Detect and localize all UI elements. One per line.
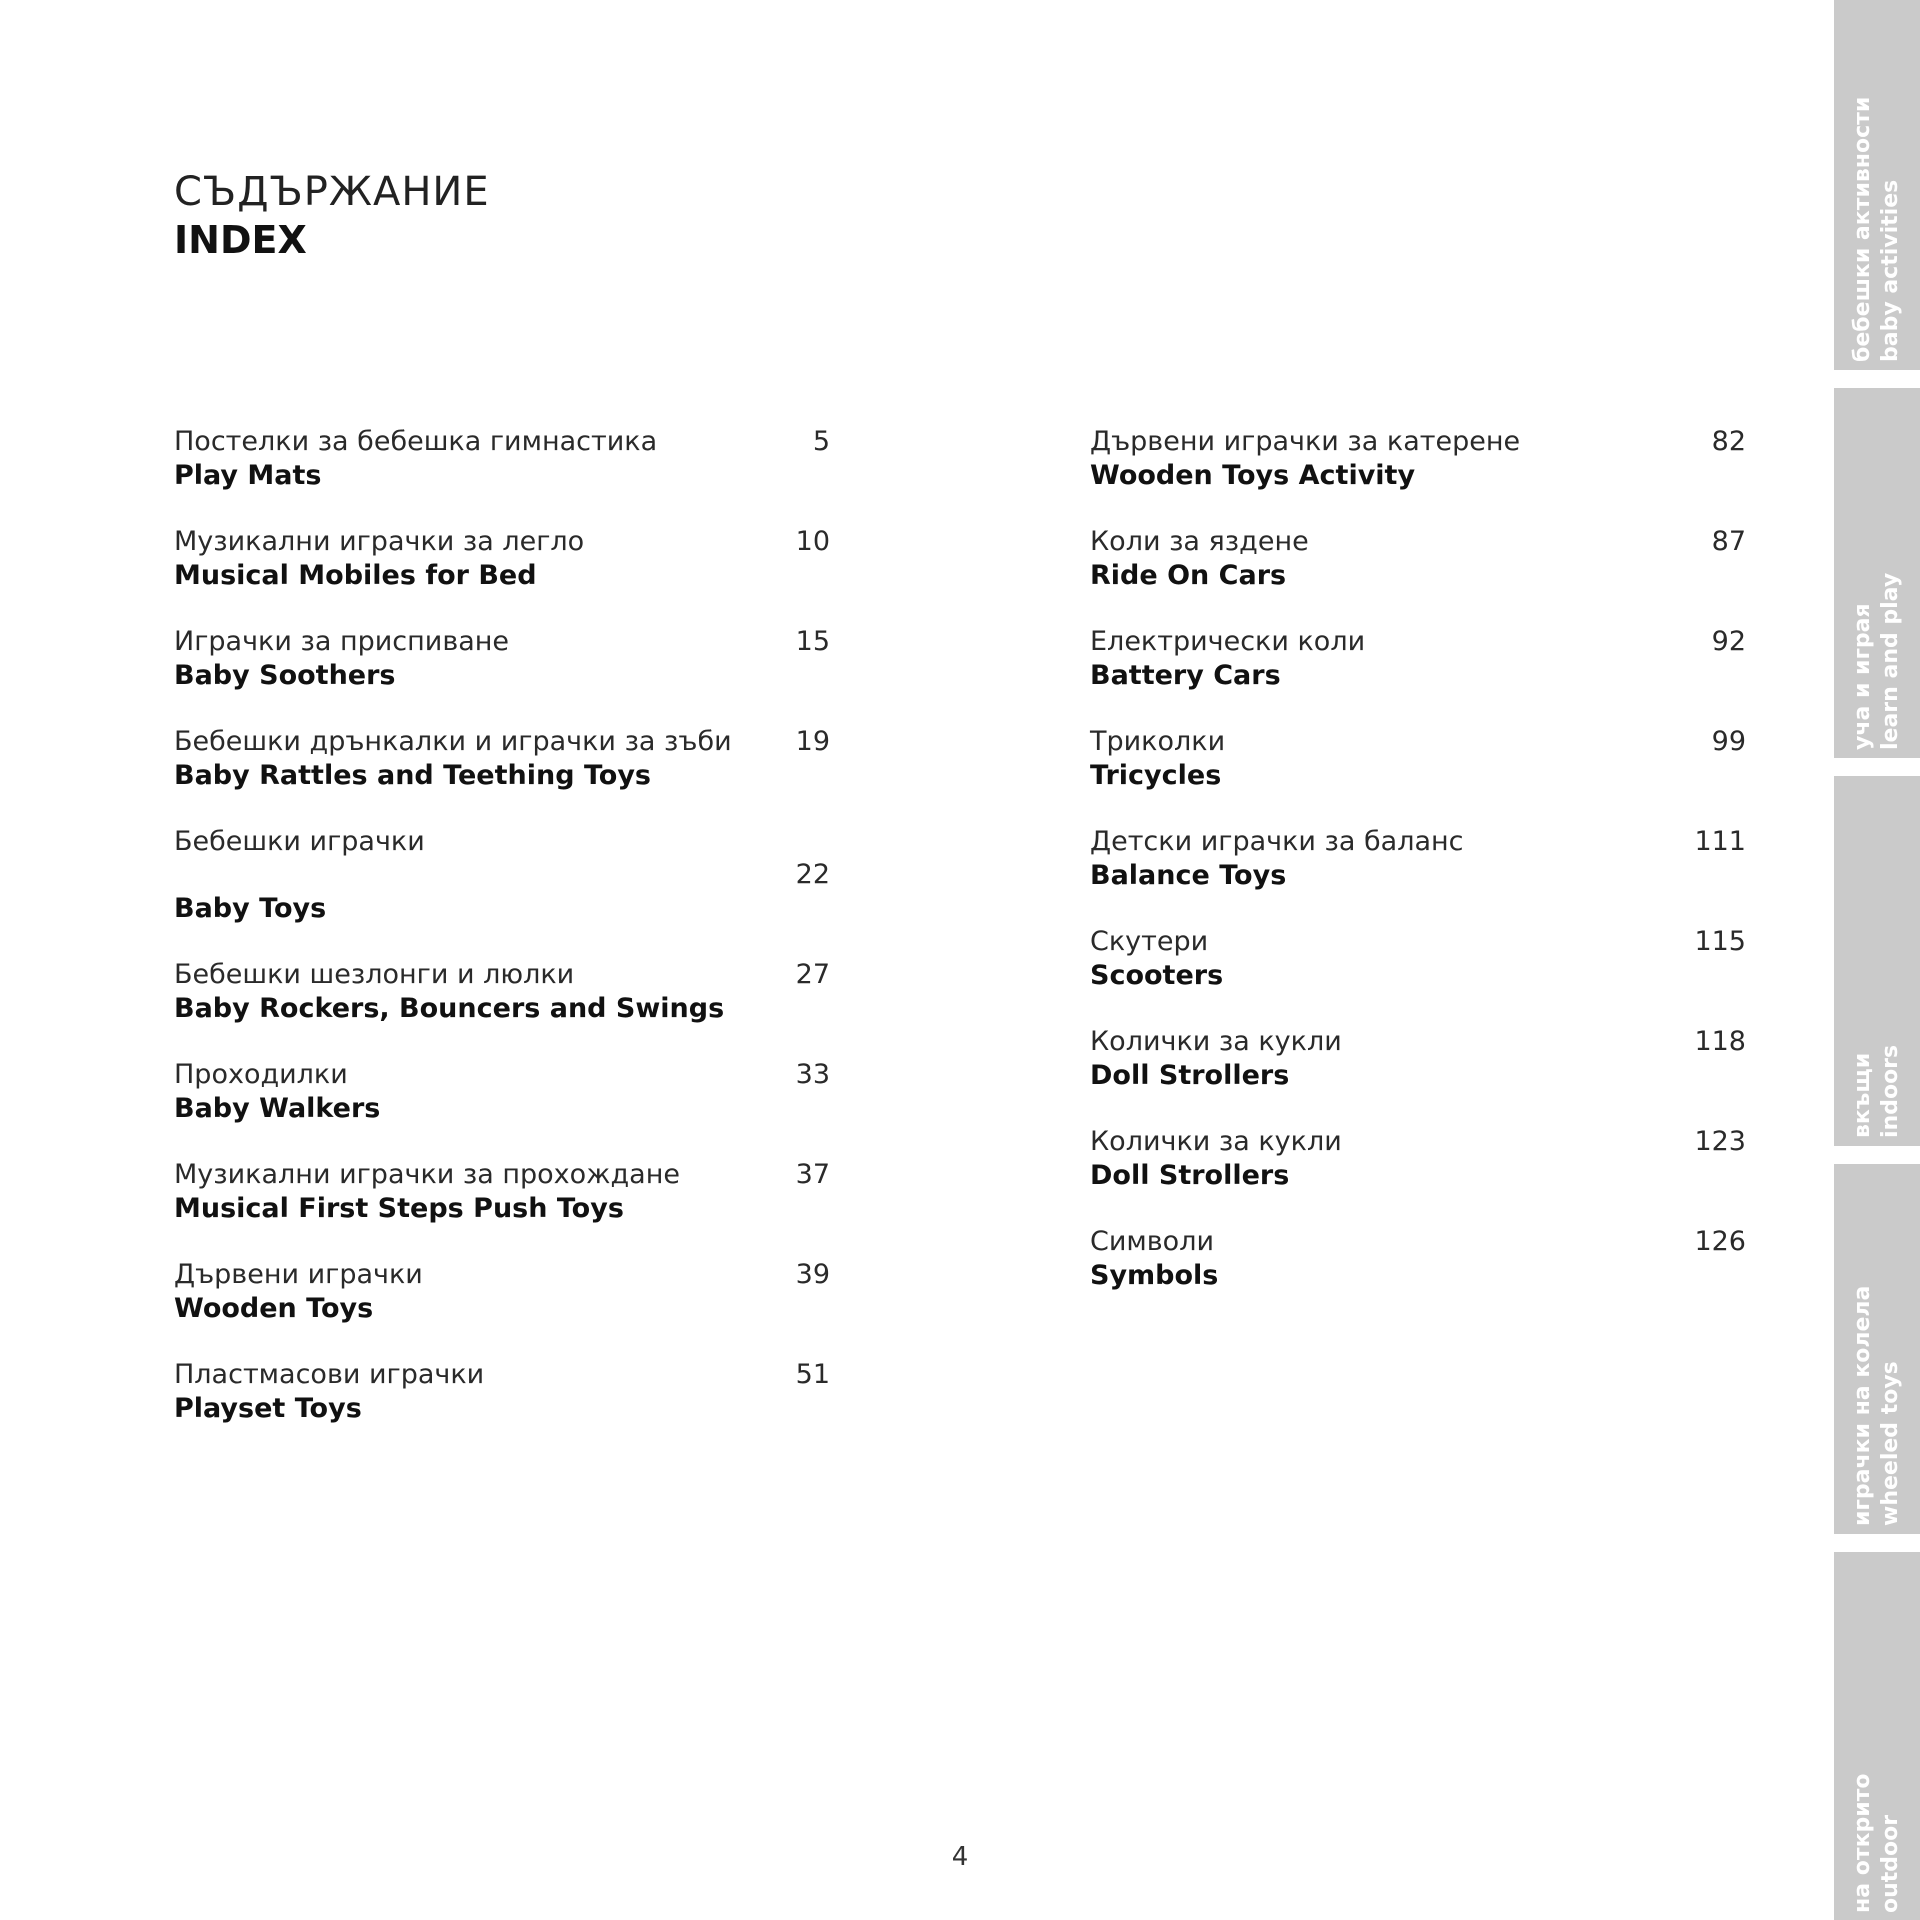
entry-page-number: 126 — [1694, 1226, 1746, 1257]
entry-page-number: 123 — [1694, 1126, 1746, 1157]
section-tab-label-en: indoors — [1878, 1044, 1903, 1138]
entry-title-en: Scooters — [1090, 960, 1224, 991]
entry-page-number: 39 — [795, 1259, 830, 1290]
toc-entry[interactable] — [174, 1055, 830, 1155]
entry-title-bg: Електрически коли — [1090, 626, 1366, 657]
toc-entry[interactable] — [174, 522, 830, 622]
entry-page-number: 22 — [795, 859, 830, 890]
entry-title-bg: Дървени играчки за катерене — [1090, 426, 1521, 457]
entry-title-en: Musical First Steps Push Toys — [174, 1193, 624, 1224]
entry-title-bg: Проходилки — [174, 1059, 348, 1090]
entry-page-number: 115 — [1694, 926, 1746, 957]
toc-entry[interactable] — [1090, 422, 1746, 522]
toc-entry[interactable] — [174, 1255, 830, 1355]
entry-title-en: Ride On Cars — [1090, 560, 1287, 591]
entry-title-en: Baby Toys — [174, 893, 327, 924]
section-tab-label — [1849, 388, 1905, 758]
entry-title-en: Baby Rattles and Teething Toys — [174, 760, 651, 791]
entry-title-en: Doll Strollers — [1090, 1160, 1290, 1191]
section-tabs — [1834, 0, 1920, 1920]
entry-title-en: Musical Mobiles for Bed — [174, 560, 537, 591]
toc-entry[interactable] — [174, 422, 830, 522]
entry-title-bg: Бебешки шезлонги и люлки — [174, 959, 575, 990]
entry-title-en: Wooden Toys Activity — [1090, 460, 1416, 491]
toc-entry[interactable] — [1090, 1022, 1746, 1122]
toc-entry[interactable] — [1090, 822, 1746, 922]
entry-title-en: Doll Strollers — [1090, 1060, 1290, 1091]
page-title-english: INDEX — [174, 218, 307, 262]
toc-entry[interactable] — [1090, 622, 1746, 722]
entry-title-bg: Бебешки играчки — [174, 826, 425, 857]
entry-page-number: 37 — [795, 1159, 830, 1190]
page-number: 4 — [951, 1842, 969, 1872]
entry-title-bg: Коли за яздене — [1090, 526, 1309, 557]
entry-page-number: 27 — [795, 959, 830, 990]
entry-page-number: 82 — [1711, 426, 1746, 457]
entry-title-bg: Детски играчки за баланс — [1090, 826, 1464, 857]
entry-title-en: Baby Soothers — [174, 660, 396, 691]
entry-title-en: Baby Walkers — [174, 1093, 381, 1124]
section-tab-label-bg: уча и играя — [1850, 603, 1875, 750]
entry-title-en: Playset Toys — [174, 1393, 362, 1424]
entry-title-bg: Колички за кукли — [1090, 1026, 1342, 1057]
entry-title-en: Wooden Toys — [174, 1293, 374, 1324]
toc-right-column — [1090, 422, 1746, 1322]
section-tab-label-bg: бебешки активности — [1850, 96, 1875, 362]
entry-title-bg: Музикални играчки за легло — [174, 526, 585, 557]
toc-entry[interactable] — [1090, 1222, 1746, 1322]
entry-title-bg: Бебешки дрънкалки и играчки за зъби — [174, 726, 732, 757]
section-tab-label — [1849, 776, 1905, 1146]
section-tab-label-bg: на открито — [1850, 1773, 1875, 1913]
entry-page-number: 19 — [795, 726, 830, 757]
entry-page-number: 87 — [1711, 526, 1746, 557]
entry-title-bg: Пластмасови играчки — [174, 1359, 485, 1390]
toc-left-column — [174, 422, 830, 1455]
entry-page-number: 111 — [1694, 826, 1746, 857]
entry-title-bg: Играчки за приспиване — [174, 626, 510, 657]
entry-title-bg: Колички за кукли — [1090, 1126, 1342, 1157]
entry-title-bg: Музикални играчки за прохождане — [174, 1159, 680, 1190]
entry-title-en: Symbols — [1090, 1260, 1219, 1291]
section-tab-label-en: learn and play — [1878, 572, 1903, 750]
entry-title-bg: Триколки — [1090, 726, 1226, 757]
section-tab-label-bg: играчки на колела — [1850, 1285, 1875, 1526]
entry-page-number: 99 — [1711, 726, 1746, 757]
entry-title-en: Play Mats — [174, 460, 322, 491]
entry-title-en: Baby Rockers, Bouncers and Swings — [174, 993, 725, 1024]
toc-entry[interactable] — [1090, 922, 1746, 1022]
section-tab-wheeled-toys[interactable] — [1834, 1164, 1920, 1534]
section-tab-label-bg: вкъщи — [1850, 1052, 1875, 1138]
toc-entry[interactable] — [174, 955, 830, 1055]
toc-entry[interactable] — [174, 722, 830, 822]
entry-title-bg: Скутери — [1090, 926, 1209, 957]
entry-page-number: 5 — [812, 426, 830, 457]
section-tab-label-en: wheeled toys — [1878, 1361, 1903, 1526]
entry-page-number: 118 — [1694, 1026, 1746, 1057]
page-title — [174, 168, 490, 264]
toc-entry[interactable] — [174, 822, 830, 955]
toc-entry[interactable] — [174, 1355, 830, 1455]
section-tab-label-en: baby activities — [1878, 179, 1903, 362]
toc-entry[interactable] — [1090, 522, 1746, 622]
section-tab-label — [1849, 1164, 1905, 1534]
entry-title-en: Balance Toys — [1090, 860, 1287, 891]
entry-title-en: Tricycles — [1090, 760, 1222, 791]
page-title-bulgarian: СЪДЪРЖАНИЕ — [174, 169, 490, 215]
section-tab-label — [1849, 0, 1905, 370]
entry-title-bg: Символи — [1090, 1226, 1215, 1257]
entry-page-number: 33 — [795, 1059, 830, 1090]
section-tab-baby-activities[interactable] — [1834, 0, 1920, 370]
toc-entry[interactable] — [1090, 722, 1746, 822]
entry-page-number: 51 — [795, 1359, 830, 1390]
entry-page-number: 10 — [795, 526, 830, 557]
section-tab-label-en: outdoor — [1878, 1814, 1903, 1913]
entry-title-bg: Постелки за бебешка гимнастика — [174, 426, 658, 457]
toc-entry[interactable] — [174, 1155, 830, 1255]
section-tab-indoors[interactable] — [1834, 776, 1920, 1146]
entry-title-en: Battery Cars — [1090, 660, 1281, 691]
entry-page-number: 15 — [795, 626, 830, 657]
toc-entry[interactable] — [1090, 1122, 1746, 1222]
toc-entry[interactable] — [174, 622, 830, 722]
section-tab-learn-and-play[interactable] — [1834, 388, 1920, 758]
entry-title-bg: Дървени играчки — [174, 1259, 423, 1290]
entry-page-number: 92 — [1711, 626, 1746, 657]
